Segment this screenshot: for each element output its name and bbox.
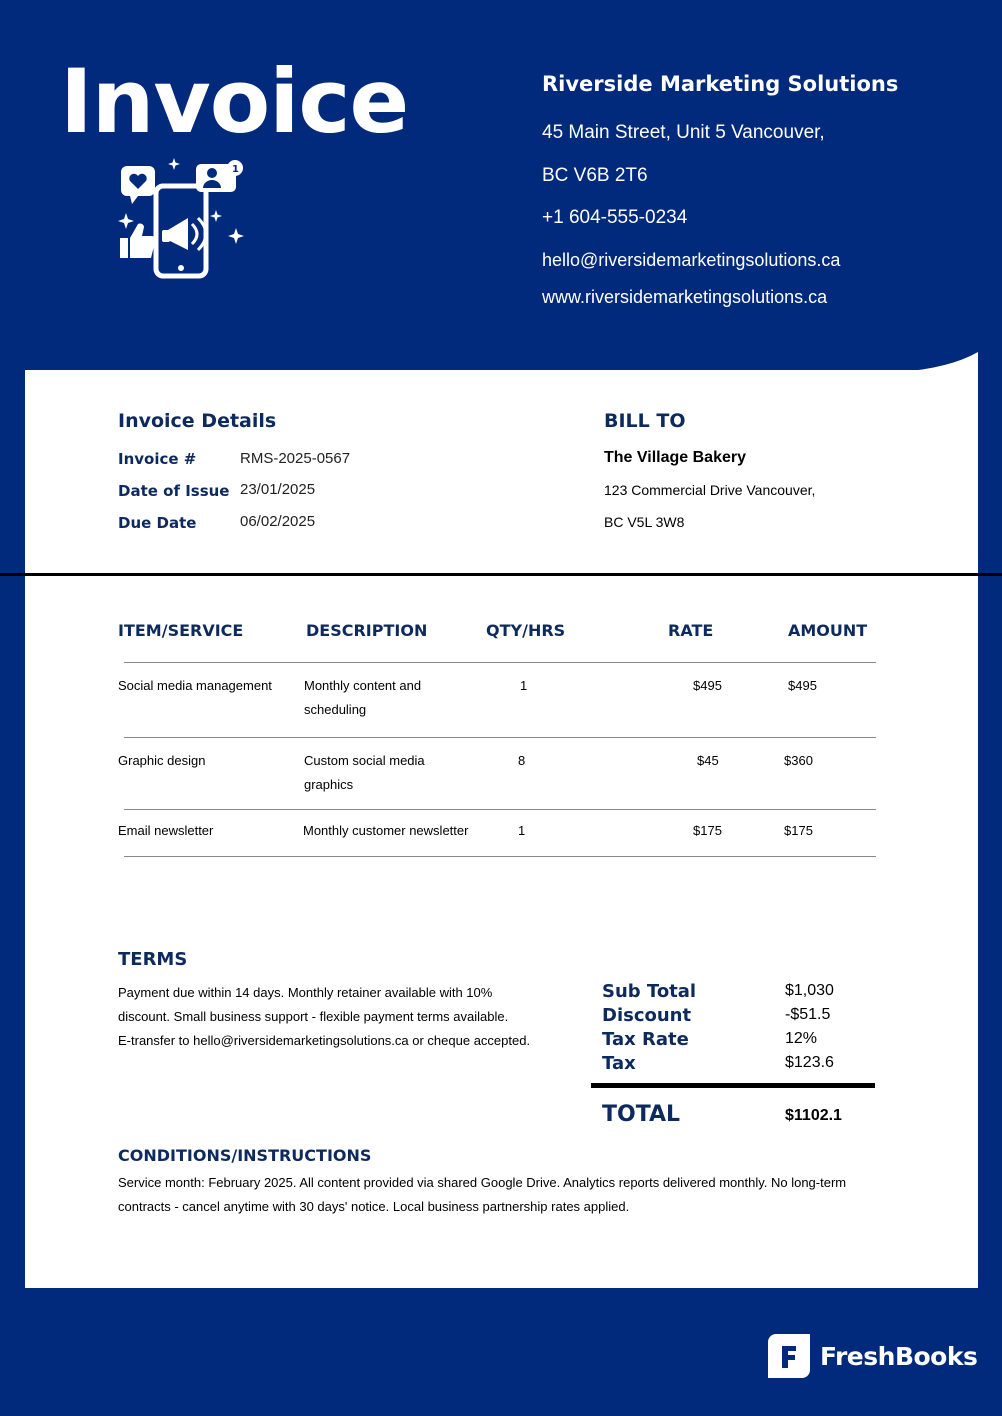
tax-value: $123.6 — [785, 1054, 834, 1071]
freshbooks-logo-icon — [768, 1334, 810, 1378]
row-amount: $495 — [788, 678, 817, 693]
tax-rate-label: Tax Rate — [602, 1029, 689, 1050]
freshbooks-wordmark: FreshBooks — [820, 1341, 978, 1371]
company-website[interactable]: www.riversidemarketingsolutions.ca — [542, 287, 828, 307]
col-header-amount: AMOUNT — [788, 621, 868, 640]
row-rate: $45 — [697, 753, 719, 768]
due-date-value: 06/02/2025 — [240, 513, 316, 530]
row-description-line1: Monthly customer newsletter — [303, 823, 469, 838]
company-address-line2: BC V6B 2T6 — [542, 165, 648, 186]
conditions-heading: CONDITIONS/INSTRUCTIONS — [118, 1146, 372, 1165]
company-name: Riverside Marketing Solutions — [542, 72, 899, 96]
subtotal-value: $1,030 — [785, 982, 834, 999]
bill-to-address-line1: 123 Commercial Drive Vancouver, — [604, 482, 816, 498]
terms-heading: TERMS — [118, 949, 188, 970]
table-rule — [124, 737, 876, 738]
company-phone: +1 604-555-0234 — [542, 207, 688, 228]
row-description-line2: graphics — [304, 777, 354, 792]
total-rule — [591, 1083, 875, 1088]
col-header-rate: RATE — [668, 621, 714, 640]
bill-to-name: The Village Bakery — [604, 449, 746, 466]
sheet-curve — [900, 350, 980, 372]
due-date-label: Due Date — [118, 514, 197, 532]
row-description-line2: scheduling — [304, 702, 367, 717]
tax-label: Tax — [602, 1053, 636, 1074]
conditions-line2: contracts - cancel anytime with 30 days' notice. Local business partnership rates applied. — [118, 1199, 630, 1214]
discount-value: -$51.5 — [785, 1006, 831, 1023]
freshbooks-brand — [768, 1334, 977, 1378]
row-item: Social media management — [118, 678, 272, 693]
bill-to-heading: BILL TO — [604, 410, 686, 432]
row-description-line1: Custom social media — [304, 753, 425, 768]
terms-line2: discount. Small business support - flexible payment terms available. — [118, 1009, 509, 1024]
company-email[interactable]: hello@riversidemarketingsolutions.ca — [542, 250, 841, 270]
row-item: Graphic design — [118, 753, 206, 768]
row-amount: $360 — [784, 753, 813, 768]
row-qty: 1 — [520, 678, 528, 693]
company-address-line1: 45 Main Street, Unit 5 Vancouver, — [542, 122, 825, 143]
social-media-marketing-icon — [116, 158, 246, 280]
row-rate: $495 — [693, 678, 722, 693]
row-amount: $175 — [784, 823, 813, 838]
col-header-description: DESCRIPTION — [306, 621, 428, 640]
invoice-number-value: RMS-2025-0567 — [240, 450, 351, 467]
section-divider — [0, 573, 1002, 576]
conditions-line1: Service month: February 2025. All content provided via shared Google Drive. Analytics reports delivered monthly. No long-term — [118, 1175, 847, 1190]
table-rule — [124, 809, 876, 810]
col-header-item: ITEM/SERVICE — [118, 621, 244, 640]
col-header-qty: QTY/HRS — [486, 621, 566, 640]
tax-rate-value: 12% — [785, 1030, 818, 1047]
invoice-details-heading: Invoice Details — [118, 410, 277, 432]
discount-label: Discount — [602, 1005, 692, 1026]
terms-line3: E-transfer to hello@riversidemarketingsolutions.ca or cheque accepted. — [118, 1033, 531, 1048]
subtotal-label: Sub Total — [602, 981, 697, 1002]
issue-date-value: 23/01/2025 — [240, 481, 316, 498]
invoice-title: Invoice — [60, 50, 409, 153]
total-label: TOTAL — [602, 1102, 681, 1127]
row-item: Email newsletter — [118, 823, 214, 838]
issue-date-label: Date of Issue — [118, 482, 230, 500]
invoice-number-label: Invoice # — [118, 450, 197, 468]
bill-to-address-line2: BC V5L 3W8 — [604, 514, 685, 530]
total-value: $1102.1 — [785, 1107, 842, 1124]
table-rule — [124, 856, 876, 857]
terms-line1: Payment due within 14 days. Monthly retainer available with 10% — [118, 985, 493, 1000]
svg-text:1: 1 — [232, 164, 239, 175]
row-qty: 8 — [518, 753, 526, 768]
row-qty: 1 — [518, 823, 526, 838]
table-rule — [124, 662, 876, 663]
row-rate: $175 — [693, 823, 722, 838]
row-description-line1: Monthly content and — [304, 678, 422, 693]
